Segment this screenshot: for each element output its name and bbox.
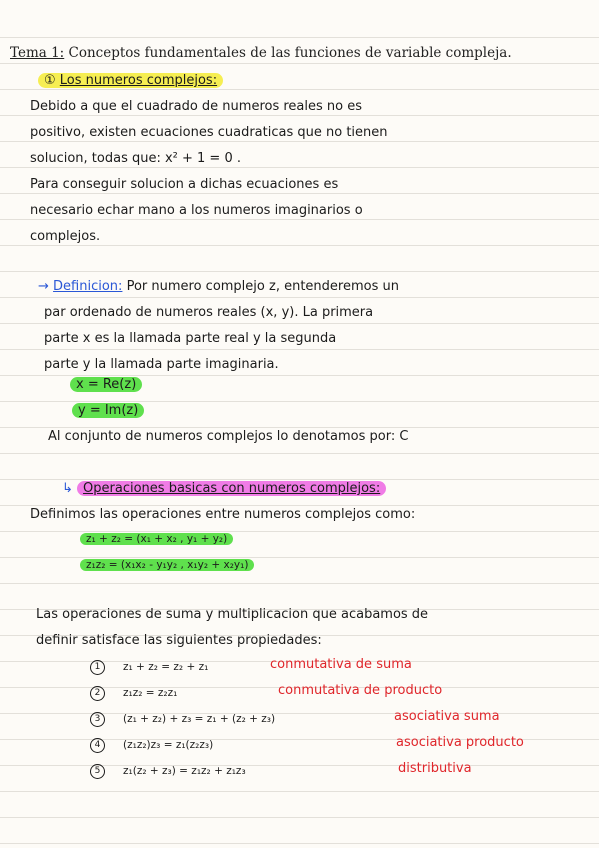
- paragraph-line: necesario echar mano a los numeros imaginarios o: [30, 203, 363, 218]
- conjunto-line: Al conjunto de numeros complejos lo denotamos por: C: [48, 429, 409, 444]
- property-name: conmutativa de suma: [270, 657, 412, 672]
- properties-intro: Las operaciones de suma y multiplicacion que acabamos de: [36, 607, 429, 622]
- section-1-label: Los numeros complejos:: [59, 73, 218, 88]
- circle-3-icon: 3: [90, 712, 105, 727]
- property-4: [90, 736, 213, 754]
- property-1: [90, 658, 208, 676]
- section-1-marker: ①: [44, 73, 56, 88]
- definition-line: [38, 278, 399, 296]
- title-text: Conceptos fundamentales de las funciones de variable compleja.: [64, 45, 512, 61]
- definition-line: parte x es la llamada parte real y la segunda: [44, 331, 337, 346]
- circle-4-icon: 4: [90, 738, 105, 753]
- page-title: [10, 44, 512, 62]
- definition-line: parte y la llamada parte imaginaria.: [44, 357, 279, 372]
- property-3: [90, 710, 275, 728]
- equation-im: y = Im(z): [72, 402, 144, 420]
- paragraph-line: complejos.: [30, 229, 101, 244]
- property-name: asociativa producto: [396, 735, 524, 750]
- property-name: distributiva: [398, 761, 472, 776]
- product-equation: z₁z₂ = (x₁x₂ - y₁y₂ , x₁y₂ + x₂y₁): [80, 556, 254, 574]
- definition-label: Definicion:: [53, 279, 123, 294]
- definition-text: Por numero complejo z, entenderemos un: [126, 279, 399, 294]
- circle-1-icon: 1: [90, 660, 105, 675]
- sum-equation: z₁ + z₂ = (x₁ + x₂ , y₁ + y₂): [80, 530, 233, 548]
- property-2: [90, 684, 177, 702]
- circle-5-icon: 5: [90, 764, 105, 779]
- arrow-icon: →: [38, 279, 49, 294]
- property-equation: (z₁z₂)z₃ = z₁(z₂z₃): [123, 739, 214, 751]
- property-equation: z₁z₂ = z₂z₁: [123, 687, 178, 699]
- property-equation: (z₁ + z₂) + z₃ = z₁ + (z₂ + z₃): [123, 713, 276, 725]
- section-2-heading: [62, 480, 386, 498]
- equation-re: x = Re(z): [70, 376, 142, 394]
- section-1-heading: [38, 72, 223, 90]
- section-2-label: Operaciones basicas con numeros complejos:: [83, 481, 381, 496]
- property-equation: z₁ + z₂ = z₂ + z₁: [123, 661, 209, 673]
- properties-intro: definir satisface las siguientes propiedades:: [36, 633, 322, 648]
- property-5: [90, 762, 246, 780]
- property-equation: z₁(z₂ + z₃) = z₁z₂ + z₁z₃: [123, 765, 246, 777]
- paragraph-line: Debido a que el cuadrado de numeros reales no es: [30, 99, 363, 114]
- property-name: asociativa suma: [394, 709, 500, 724]
- operations-intro: Definimos las operaciones entre numeros complejos como:: [30, 507, 416, 522]
- definition-line: par ordenado de numeros reales (x, y). La primera: [44, 305, 374, 320]
- title-tema: Tema 1:: [10, 45, 65, 61]
- return-arrow-icon: ↳: [62, 481, 73, 496]
- paragraph-line: solucion, todas que: x² + 1 = 0 .: [30, 151, 241, 166]
- paragraph-line: positivo, existen ecuaciones cuadraticas que no tienen: [30, 125, 388, 140]
- paragraph-line: Para conseguir solucion a dichas ecuaciones es: [30, 177, 339, 192]
- property-name: conmutativa de producto: [278, 683, 443, 698]
- circle-2-icon: 2: [90, 686, 105, 701]
